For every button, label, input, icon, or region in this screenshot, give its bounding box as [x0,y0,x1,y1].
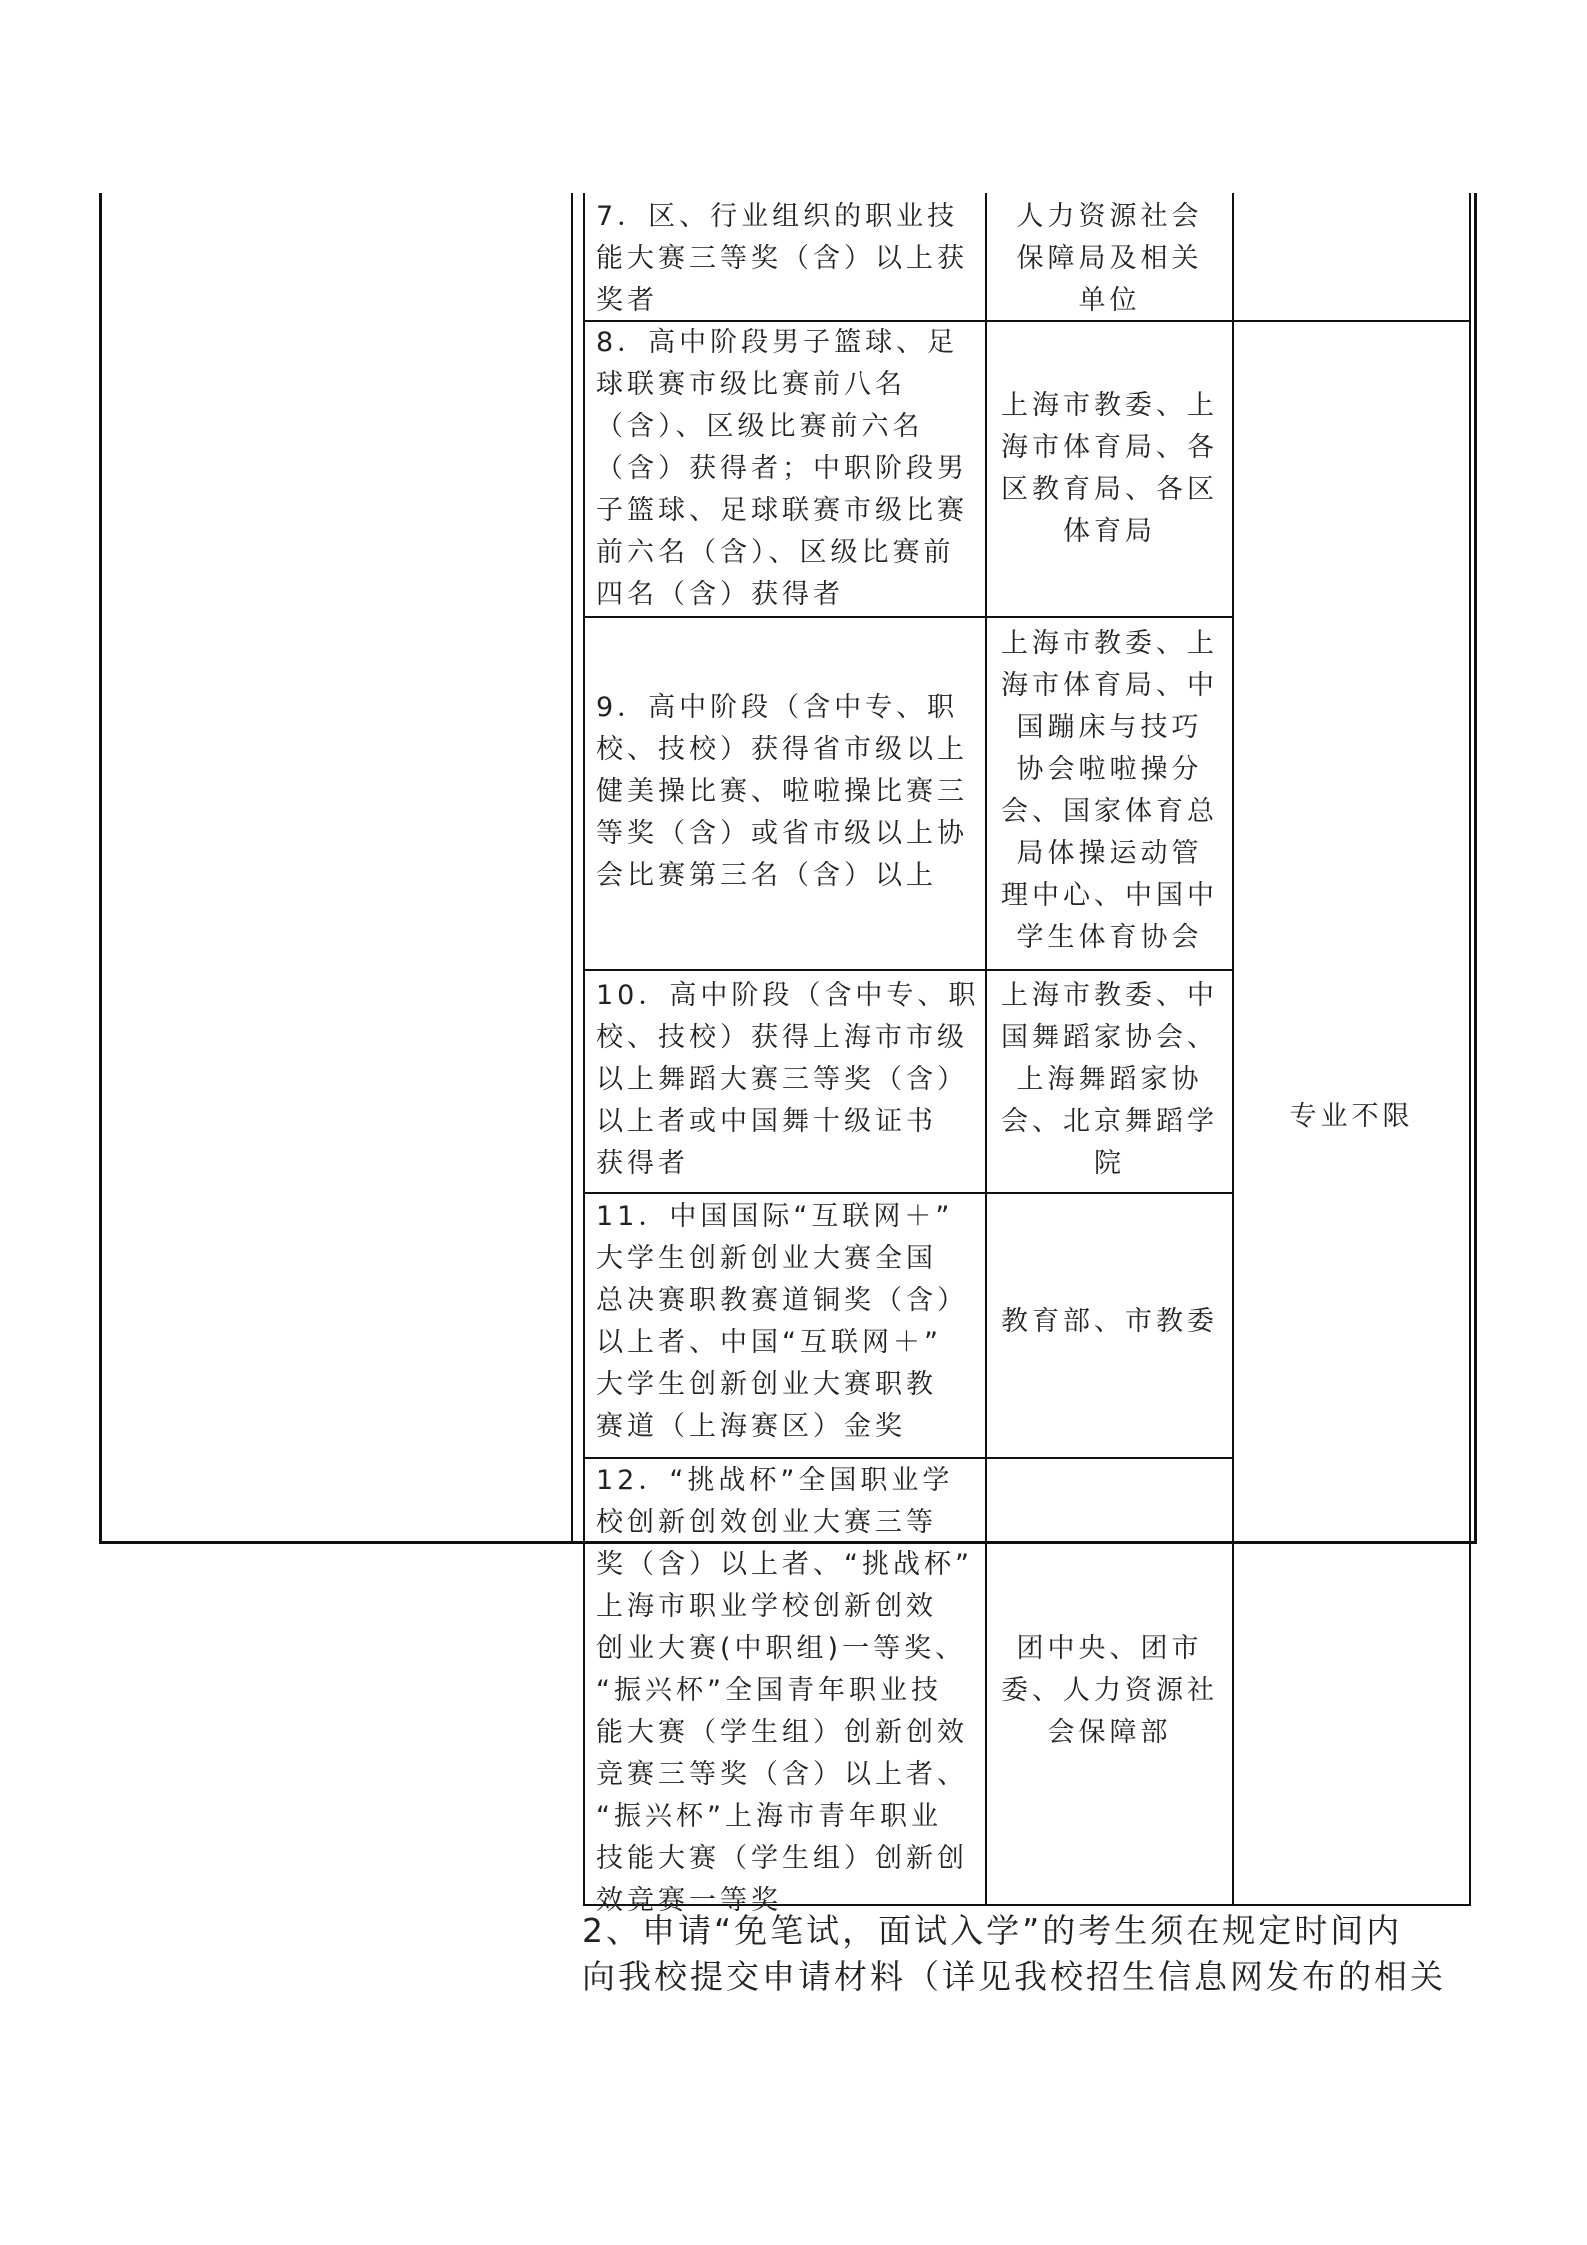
requirement-cell: 10．高中阶段（含中专、职 校、技校）获得上海市市级 以上舞蹈大赛三等奖（含） 以上者或中国舞十级证书 获得者 [596,980,980,1179]
major-cell-top [1232,320,1471,322]
row-divider [583,969,1233,971]
requirement-cell: 8．高中阶段男子篮球、足 球联赛市级比赛前八名 （含）、区级比赛前六名 （含）获得者；中职阶段男 子篮球、足球联赛市级比赛 前六名（含）、区级比赛前 四名（含）获得者 [596,327,968,610]
notice-paragraph: 2、申请“免笔试，面试入学”的考生须在规定时间内 向我校提交申请材料（详见我校招生信息网发布的相关 [582,1911,1446,1996]
requirement-cell: 11．中国国际“互联网＋” 大学生创新创业大赛全国 总决赛职教赛道铜奖（含） 以上者、中国“互联网＋” 大学生创新创业大赛职教 赛道（上海赛区）金奖 [596,1201,968,1442]
authority-cell: 人力资源社会 保障局及相关 单位 [1016,201,1203,316]
inner-table-left-border [583,193,585,1906]
major-cell: 专业不限 [1289,1101,1414,1132]
row-divider [583,616,1233,618]
column-divider-major [1232,193,1234,1906]
requirement-cell: 7．区、行业组织的职业技 能大赛三等奖（含）以上获 奖者 [596,201,968,316]
inner-table-right-border [1469,193,1471,1906]
authority-cell: 上海市教委、上 海市体育局、中 国蹦床与技巧 协会啦啦操分 会、国家体育总 局体操运动管 理中心、中国中 学生体育协会 [1001,628,1218,953]
requirement-cell: 9．高中阶段（含中专、职 校、技校）获得省市级以上 健美操比赛、啦啦操比赛三 等奖（含）或省市级以上协 会比赛第三名（含）以上 [596,692,968,891]
requirement-cell: 12．“挑战杯”全国职业学 校创新创效创业大赛三等 奖（含）以上者、“挑战杯” 上海市职业学校创新创效 创业大赛(中职组)一等奖、 “振兴杯”全国青年职业技 能大赛（学生组）创新创效 竞赛三等奖（含）以上者、 “振兴杯”上海市青年职业 技能大赛（学生组）创新创 效竞赛一等奖 [596,1465,973,1916]
authority-cell: 上海市教委、上 海市体育局、各 区教育局、各区 体育局 [1001,390,1218,547]
authority-cell: 团中央、团市 委、人力资源社 会保障部 [1001,1633,1218,1748]
row-divider [583,1192,1233,1194]
column-divider-left [571,193,573,1543]
authority-cell: 教育部、市教委 [1001,1306,1218,1337]
authority-cell: 上海市教委、中 国舞蹈家协会、 上海舞蹈家协 会、北京舞蹈学 院 [1001,980,1218,1179]
row-divider [583,1457,1233,1459]
